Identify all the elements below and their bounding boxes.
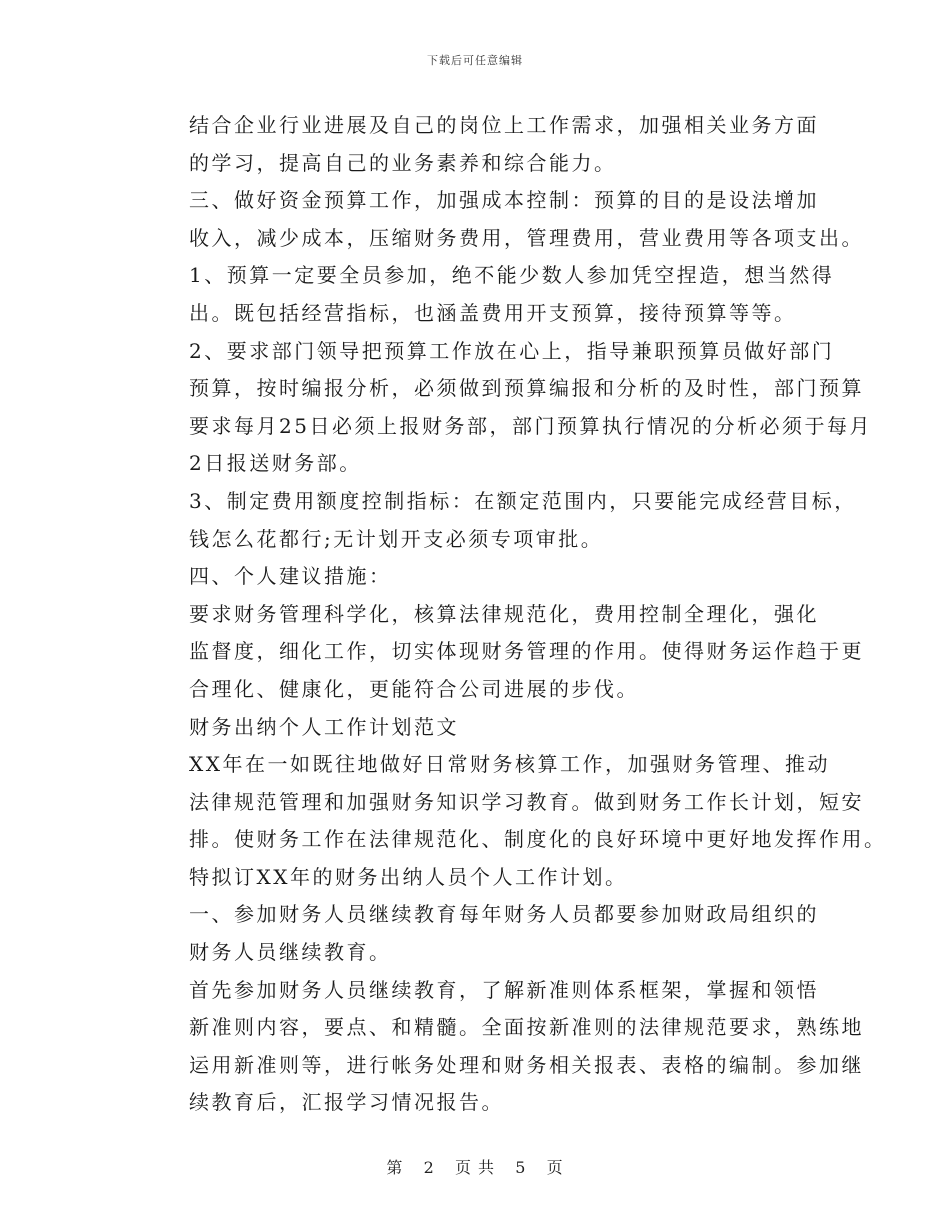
current-page-number: 2: [423, 1158, 435, 1177]
text-line: 1、预算一定要全员参加，绝不能少数人参加凭空捏造，想当然得: [189, 263, 835, 288]
paragraph: [142, 333, 872, 483]
paragraph: [142, 596, 864, 709]
text-line: 2日报送财务部。: [189, 451, 362, 476]
page-header: [0, 52, 950, 68]
paragraph: [142, 972, 864, 1122]
text-line: 出。既包括经营指标，也涵盖费用开支预算，接待预算等等。: [189, 300, 797, 325]
text-line: 要求财务管理科学化，核算法律规范化，费用控制全理化，强化: [189, 601, 819, 626]
text-line: 的学习，提高自己的业务素养和综合能力。: [189, 150, 617, 175]
footer-mid: 页 共: [454, 1158, 496, 1177]
text-line: 财务人员继续教育。: [189, 940, 392, 965]
header-text: 下载后可任意编辑: [427, 54, 523, 67]
text-line: 3、制定费用额度控制指标：在额定范围内，只要能完成经营目标，: [189, 488, 857, 513]
text-line: 结合企业行业进展及自己的岗位上工作需求，加强相关业务方面: [189, 113, 819, 137]
text-line: 钱怎么花都行;无计划开支必须专项审批。: [189, 526, 604, 551]
text-line: 运用新准则等，进行帐务处理和财务相关报表、表格的编制。参加继: [189, 1052, 864, 1077]
text-line: 四、个人建议措施：: [189, 564, 392, 589]
text-line: 排。使财务工作在法律规范化、制度化的良好环境中更好地发挥作用。: [189, 827, 887, 852]
paragraph: [142, 257, 835, 332]
document-body: [142, 107, 887, 1122]
text-line: 三、做好资金预算工作，加强成本控制：预算的目的是设法增加: [189, 188, 819, 213]
text-line: 首先参加财务人员继续教育，了解新准则体系框架，掌握和领悟: [189, 977, 819, 1002]
text-line: 续教育后，汇报学习情况报告。: [189, 1090, 504, 1115]
total-pages-number: 5: [515, 1158, 527, 1177]
text-line: 财务出纳个人工作计划范文: [189, 714, 459, 739]
footer-suffix: 页: [546, 1158, 564, 1177]
paragraph: [142, 182, 864, 257]
text-line: 2、要求部门领导把预算工作放在心上，指导兼职预算员做好部门: [189, 338, 835, 363]
paragraph: [142, 107, 822, 182]
text-line: 特拟订XX年的财务出纳人员个人工作计划。: [189, 864, 628, 889]
paragraph: [142, 746, 887, 896]
text-line: XX年在一如既往地做好日常财务核算工作，加强财务管理、推动: [189, 752, 830, 777]
section-heading: [142, 558, 822, 596]
text-line: 要求每月25日必须上报财务部，部门预算执行情况的分析必须于每月: [189, 413, 872, 438]
text-line: 合理化、健康化，更能符合公司进展的步伐。: [189, 676, 639, 701]
footer-prefix: 第: [386, 1158, 404, 1177]
text-line: 预算，按时编报分析，必须做到预算编报和分析的及时性，部门预算: [189, 376, 864, 401]
paragraph: [142, 896, 822, 971]
document-subtitle: [142, 709, 822, 747]
page-footer: [0, 1155, 950, 1178]
text-line: 新准则内容，要点、和精髓。全面按新准则的法律规范要求，熟练地: [189, 1015, 864, 1040]
text-line: 法律规范管理和加强财务知识学习教育。做到财务工作长计划，短安: [189, 789, 864, 814]
paragraph: [142, 483, 857, 558]
text-line: 收入，减少成本，压缩财务费用，管理费用，营业费用等各项支出。: [189, 225, 864, 250]
text-line: 监督度，细化工作，切实体现财务管理的作用。使得财务运作趋于更: [189, 639, 864, 664]
text-line: 一、参加财务人员继续教育每年财务人员都要参加财政局组织的: [189, 902, 819, 927]
